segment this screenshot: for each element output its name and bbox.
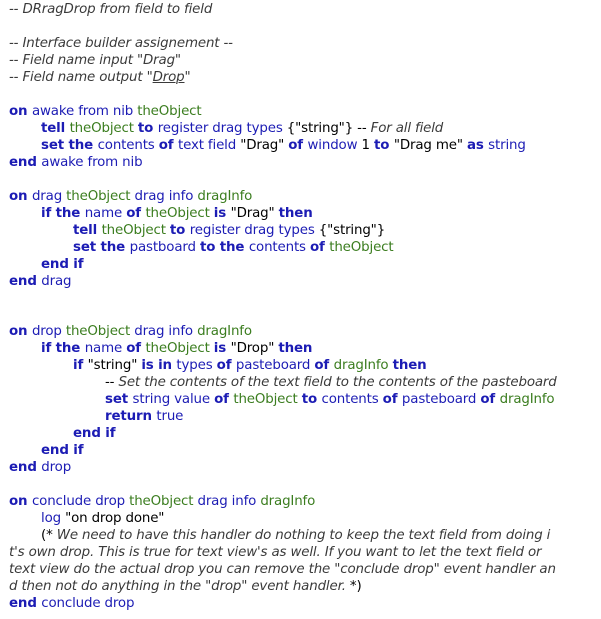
code-token: conclude drop xyxy=(31,494,130,509)
code-token: types xyxy=(176,358,217,373)
code-token: theObject xyxy=(129,494,198,509)
code-token: dragInfo xyxy=(333,358,393,373)
code-token: contents xyxy=(321,392,383,407)
code-token: " xyxy=(184,70,191,85)
code-line xyxy=(41,527,550,544)
code-token: drop xyxy=(31,324,66,339)
code-line xyxy=(9,459,71,476)
code-token: contents xyxy=(97,138,159,153)
code-token: pasteboard xyxy=(235,358,315,373)
code-token: (* xyxy=(41,528,57,543)
code-token: name xyxy=(84,341,127,356)
code-token: drag xyxy=(31,189,67,204)
code-token: is xyxy=(213,206,231,221)
code-token: Set the contents of the text field to the contents of the pasteboard xyxy=(118,375,557,390)
code-token: register drag types xyxy=(157,121,287,136)
code-token: log xyxy=(41,511,66,526)
code-token: of xyxy=(216,358,236,373)
code-token: dragInfo xyxy=(197,189,253,204)
code-token: drag xyxy=(41,274,72,289)
code-token: "Drag me" xyxy=(393,138,467,153)
code-token: return xyxy=(105,409,157,424)
code-token: end if xyxy=(41,257,84,272)
code-line xyxy=(41,137,526,154)
code-token: of xyxy=(158,138,178,153)
code-token: t's own drop. This is true for text view's as well. If you want to let the text field or xyxy=(9,545,542,560)
code-line xyxy=(9,578,362,595)
code-token: string value xyxy=(132,392,215,407)
code-token: end xyxy=(9,460,42,475)
code-token: end xyxy=(9,274,42,289)
code-line xyxy=(9,493,315,510)
code-token: {"string"} xyxy=(318,223,386,238)
code-token: of xyxy=(288,138,308,153)
code-token: to xyxy=(169,223,190,238)
code-token: of xyxy=(126,341,146,356)
code-token: "on drop done" xyxy=(65,511,165,526)
code-token: tell xyxy=(73,223,102,238)
code-token: of xyxy=(126,206,146,221)
code-token: -- Field name input "Drag" xyxy=(9,53,181,68)
code-token: Drop xyxy=(152,70,185,85)
code-token: conclude drop xyxy=(41,596,135,611)
code-token: theObject xyxy=(66,189,135,204)
code-token: "Drop" xyxy=(230,341,279,356)
code-line xyxy=(105,374,557,391)
code-line xyxy=(73,239,394,256)
code-token: then xyxy=(392,358,427,373)
code-token: as xyxy=(466,138,489,153)
code-token: We need to have this handler do nothing to keep the text field from doing i xyxy=(56,528,551,543)
code-token: pastboard xyxy=(129,240,200,255)
code-token: set the xyxy=(73,240,130,255)
code-line xyxy=(9,323,252,340)
code-line xyxy=(41,340,312,357)
code-token: set xyxy=(105,392,133,407)
code-line xyxy=(9,52,181,69)
code-token: if xyxy=(73,358,88,373)
code-line xyxy=(9,103,201,120)
code-token: then xyxy=(278,206,313,221)
code-line xyxy=(9,35,233,52)
code-line xyxy=(105,408,183,425)
code-token: theObject xyxy=(65,324,135,339)
code-token: to xyxy=(301,392,322,407)
code-token: theObject xyxy=(329,240,394,255)
code-token: contents xyxy=(248,240,310,255)
code-token: -- Interface builder assignement -- xyxy=(9,36,233,51)
code-token: For all field xyxy=(370,121,444,136)
code-token: drop xyxy=(41,460,72,475)
code-token: to the xyxy=(199,240,249,255)
code-token: "Drag" xyxy=(240,138,289,153)
code-token: on xyxy=(9,324,32,339)
code-token: if the xyxy=(41,206,85,221)
code-line xyxy=(41,442,83,459)
code-token: drag info xyxy=(197,494,261,509)
code-line xyxy=(73,222,385,239)
code-token: on xyxy=(9,494,32,509)
code-line xyxy=(73,425,115,442)
code-token: theObject xyxy=(145,341,214,356)
code-token: theObject xyxy=(233,392,302,407)
code-line xyxy=(41,510,164,527)
code-line xyxy=(9,561,556,578)
code-token: dragInfo xyxy=(197,324,252,339)
code-line xyxy=(9,273,71,290)
code-token: *) xyxy=(349,579,362,594)
code-token: -- DRragDrop from field to field xyxy=(9,2,213,17)
code-token: of xyxy=(480,392,500,407)
code-token: of xyxy=(314,358,334,373)
code-line xyxy=(9,154,142,171)
code-token: awake from nib xyxy=(31,104,138,119)
code-token: theObject xyxy=(101,223,170,238)
code-token: theObject xyxy=(69,121,138,136)
code-token: on xyxy=(9,189,32,204)
code-token: "Drag" xyxy=(230,206,279,221)
code-token: if the xyxy=(41,341,85,356)
code-line xyxy=(105,391,554,408)
code-line xyxy=(73,357,427,374)
code-token: "string" xyxy=(87,358,142,373)
code-token: is xyxy=(213,341,231,356)
code-token: theObject xyxy=(137,104,202,119)
code-token: of xyxy=(214,392,234,407)
code-token: of xyxy=(310,240,330,255)
code-token: drag info xyxy=(134,189,198,204)
code-token: dragInfo xyxy=(499,392,555,407)
code-token: to xyxy=(137,121,158,136)
code-token: -- Field name output " xyxy=(9,70,153,85)
code-token: d then not do anything in the "drop" event handler. xyxy=(9,579,350,594)
code-token: window xyxy=(307,138,362,153)
code-token: end xyxy=(9,596,42,611)
code-token: on xyxy=(9,104,32,119)
code-token: end xyxy=(9,155,42,170)
code-token: end if xyxy=(41,443,84,458)
code-token: register drag types xyxy=(189,223,319,238)
code-token: text field xyxy=(178,138,241,153)
code-token: name xyxy=(84,206,127,221)
code-line xyxy=(41,120,443,137)
code-line xyxy=(9,188,252,205)
code-token: theObject xyxy=(145,206,214,221)
code-token: awake from nib xyxy=(41,155,143,170)
code-line xyxy=(9,595,134,612)
code-token: {"string"} -- xyxy=(286,121,371,136)
code-token: of xyxy=(382,392,402,407)
code-token: to xyxy=(373,138,394,153)
code-token: set the xyxy=(41,138,98,153)
code-token: drag info xyxy=(134,324,198,339)
code-line xyxy=(9,544,541,561)
code-token: then xyxy=(278,341,313,356)
code-token: tell xyxy=(41,121,70,136)
code-token: 1 xyxy=(361,138,374,153)
code-token: dragInfo xyxy=(260,494,316,509)
code-token: text view do the actual drop you can remove the "conclude drop" event handler an xyxy=(9,562,556,577)
code-line xyxy=(41,205,313,222)
code-line xyxy=(41,256,83,273)
code-token: pasteboard xyxy=(401,392,481,407)
code-token: end if xyxy=(73,426,116,441)
code-token: true xyxy=(156,409,184,424)
code-token: string xyxy=(488,138,526,153)
code-token: is in xyxy=(141,358,177,373)
code-line xyxy=(9,1,212,18)
code-line xyxy=(9,69,191,86)
code-token: -- xyxy=(105,375,119,390)
